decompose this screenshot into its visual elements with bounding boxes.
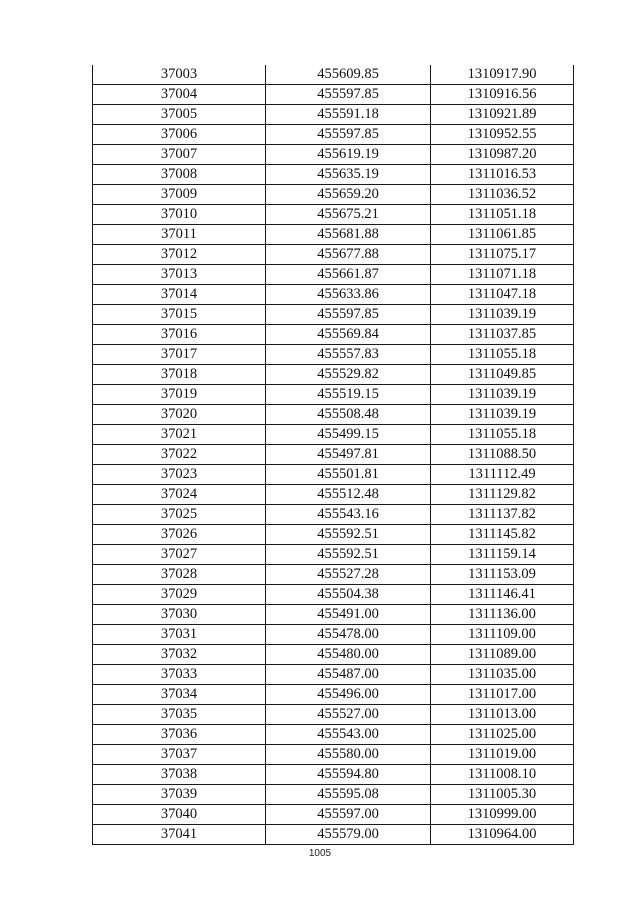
y-coordinate-cell: 1311129.82 xyxy=(431,485,574,505)
y-coordinate-cell: 1311013.00 xyxy=(431,705,574,725)
x-coordinate-cell: 455508.48 xyxy=(266,405,431,425)
point-id-cell: 37035 xyxy=(93,705,266,725)
x-coordinate-cell: 455677.88 xyxy=(266,245,431,265)
table-row xyxy=(93,265,574,285)
y-coordinate-cell: 1311047.18 xyxy=(431,285,574,305)
table-body xyxy=(93,65,574,845)
table-row xyxy=(93,825,574,845)
point-id-cell: 37008 xyxy=(93,165,266,185)
point-id-cell: 37036 xyxy=(93,725,266,745)
x-coordinate-cell: 455499.15 xyxy=(266,425,431,445)
point-id-cell: 37029 xyxy=(93,585,266,605)
point-id-cell: 37032 xyxy=(93,645,266,665)
table-row xyxy=(93,785,574,805)
point-id-cell: 37023 xyxy=(93,465,266,485)
table-row xyxy=(93,245,574,265)
y-coordinate-cell: 1311036.52 xyxy=(431,185,574,205)
x-coordinate-cell: 455635.19 xyxy=(266,165,431,185)
table-row xyxy=(93,145,574,165)
point-id-cell: 37033 xyxy=(93,665,266,685)
point-id-cell: 37003 xyxy=(93,65,266,85)
table-row xyxy=(93,365,574,385)
point-id-cell: 37034 xyxy=(93,685,266,705)
y-coordinate-cell: 1311055.18 xyxy=(431,425,574,445)
point-id-cell: 37014 xyxy=(93,285,266,305)
table-row xyxy=(93,605,574,625)
point-id-cell: 37037 xyxy=(93,745,266,765)
table-row xyxy=(93,85,574,105)
x-coordinate-cell: 455478.00 xyxy=(266,625,431,645)
table-row xyxy=(93,745,574,765)
table-row xyxy=(93,485,574,505)
table-row xyxy=(93,165,574,185)
y-coordinate-cell: 1310952.55 xyxy=(431,125,574,145)
point-id-cell: 37024 xyxy=(93,485,266,505)
y-coordinate-cell: 1311071.18 xyxy=(431,265,574,285)
x-coordinate-cell: 455597.85 xyxy=(266,125,431,145)
y-coordinate-cell: 1311049.85 xyxy=(431,365,574,385)
y-coordinate-cell: 1311137.82 xyxy=(431,505,574,525)
point-id-cell: 37012 xyxy=(93,245,266,265)
x-coordinate-cell: 455580.00 xyxy=(266,745,431,765)
point-id-cell: 37031 xyxy=(93,625,266,645)
y-coordinate-cell: 1311039.19 xyxy=(431,405,574,425)
y-coordinate-cell: 1311008.10 xyxy=(431,765,574,785)
point-id-cell: 37022 xyxy=(93,445,266,465)
x-coordinate-cell: 455569.84 xyxy=(266,325,431,345)
x-coordinate-cell: 455557.83 xyxy=(266,345,431,365)
x-coordinate-cell: 455597.00 xyxy=(266,805,431,825)
point-id-cell: 37007 xyxy=(93,145,266,165)
table-row xyxy=(93,345,574,365)
y-coordinate-cell: 1311159.14 xyxy=(431,545,574,565)
x-coordinate-cell: 455527.00 xyxy=(266,705,431,725)
y-coordinate-cell: 1310964.00 xyxy=(431,825,574,845)
y-coordinate-cell: 1311136.00 xyxy=(431,605,574,625)
x-coordinate-cell: 455512.48 xyxy=(266,485,431,505)
x-coordinate-cell: 455579.00 xyxy=(266,825,431,845)
table-row xyxy=(93,105,574,125)
y-coordinate-cell: 1311017.00 xyxy=(431,685,574,705)
x-coordinate-cell: 455597.85 xyxy=(266,305,431,325)
y-coordinate-cell: 1311089.00 xyxy=(431,645,574,665)
x-coordinate-cell: 455661.87 xyxy=(266,265,431,285)
y-coordinate-cell: 1311037.85 xyxy=(431,325,574,345)
table-row xyxy=(93,565,574,585)
y-coordinate-cell: 1311112.49 xyxy=(431,465,574,485)
table-row xyxy=(93,225,574,245)
x-coordinate-cell: 455504.38 xyxy=(266,585,431,605)
y-coordinate-cell: 1311035.00 xyxy=(431,665,574,685)
x-coordinate-cell: 455597.85 xyxy=(266,85,431,105)
table-row xyxy=(93,405,574,425)
point-id-cell: 37030 xyxy=(93,605,266,625)
x-coordinate-cell: 455681.88 xyxy=(266,225,431,245)
point-id-cell: 37004 xyxy=(93,85,266,105)
y-coordinate-cell: 1311039.19 xyxy=(431,305,574,325)
point-id-cell: 37018 xyxy=(93,365,266,385)
y-coordinate-cell: 1310916.56 xyxy=(431,85,574,105)
point-id-cell: 37017 xyxy=(93,345,266,365)
point-id-cell: 37026 xyxy=(93,525,266,545)
x-coordinate-cell: 455543.00 xyxy=(266,725,431,745)
table-row xyxy=(93,765,574,785)
y-coordinate-cell: 1311055.18 xyxy=(431,345,574,365)
table-row xyxy=(93,805,574,825)
x-coordinate-cell: 455659.20 xyxy=(266,185,431,205)
y-coordinate-cell: 1310917.90 xyxy=(431,65,574,85)
x-coordinate-cell: 455591.18 xyxy=(266,105,431,125)
point-id-cell: 37020 xyxy=(93,405,266,425)
table-row xyxy=(93,125,574,145)
x-coordinate-cell: 455487.00 xyxy=(266,665,431,685)
y-coordinate-cell: 1311016.53 xyxy=(431,165,574,185)
table-row xyxy=(93,185,574,205)
table-row xyxy=(93,525,574,545)
page-number: 1005 xyxy=(308,848,332,859)
y-coordinate-cell: 1311088.50 xyxy=(431,445,574,465)
y-coordinate-cell: 1311019.00 xyxy=(431,745,574,765)
table-row xyxy=(93,705,574,725)
x-coordinate-cell: 455633.86 xyxy=(266,285,431,305)
y-coordinate-cell: 1310987.20 xyxy=(431,145,574,165)
point-id-cell: 37011 xyxy=(93,225,266,245)
point-id-cell: 37040 xyxy=(93,805,266,825)
y-coordinate-cell: 1311025.00 xyxy=(431,725,574,745)
point-id-cell: 37027 xyxy=(93,545,266,565)
x-coordinate-cell: 455497.81 xyxy=(266,445,431,465)
table-row xyxy=(93,505,574,525)
y-coordinate-cell: 1311039.19 xyxy=(431,385,574,405)
y-coordinate-cell: 1311005.30 xyxy=(431,785,574,805)
table-row xyxy=(93,645,574,665)
point-id-cell: 37005 xyxy=(93,105,266,125)
point-id-cell: 37025 xyxy=(93,505,266,525)
point-id-cell: 37009 xyxy=(93,185,266,205)
table-row xyxy=(93,285,574,305)
y-coordinate-cell: 1311145.82 xyxy=(431,525,574,545)
x-coordinate-cell: 455595.08 xyxy=(266,785,431,805)
x-coordinate-cell: 455592.51 xyxy=(266,545,431,565)
point-id-cell: 37041 xyxy=(93,825,266,845)
point-id-cell: 37019 xyxy=(93,385,266,405)
y-coordinate-cell: 1310999.00 xyxy=(431,805,574,825)
x-coordinate-cell: 455519.15 xyxy=(266,385,431,405)
table-row xyxy=(93,445,574,465)
point-id-cell: 37038 xyxy=(93,765,266,785)
table-row xyxy=(93,625,574,645)
x-coordinate-cell: 455609.85 xyxy=(266,65,431,85)
point-id-cell: 37021 xyxy=(93,425,266,445)
point-id-cell: 37013 xyxy=(93,265,266,285)
x-coordinate-cell: 455491.00 xyxy=(266,605,431,625)
table-row xyxy=(93,665,574,685)
point-id-cell: 37028 xyxy=(93,565,266,585)
table-row xyxy=(93,585,574,605)
table-row xyxy=(93,725,574,745)
table-row xyxy=(93,545,574,565)
table-row xyxy=(93,465,574,485)
y-coordinate-cell: 1311075.17 xyxy=(431,245,574,265)
table-row xyxy=(93,425,574,445)
coordinates-table xyxy=(92,65,574,845)
table-row xyxy=(93,305,574,325)
point-id-cell: 37006 xyxy=(93,125,266,145)
y-coordinate-cell: 1311153.09 xyxy=(431,565,574,585)
y-coordinate-cell: 1311146.41 xyxy=(431,585,574,605)
x-coordinate-cell: 455543.16 xyxy=(266,505,431,525)
table-row xyxy=(93,205,574,225)
y-coordinate-cell: 1310921.89 xyxy=(431,105,574,125)
y-coordinate-cell: 1311109.00 xyxy=(431,625,574,645)
x-coordinate-cell: 455496.00 xyxy=(266,685,431,705)
x-coordinate-cell: 455594.80 xyxy=(266,765,431,785)
x-coordinate-cell: 455480.00 xyxy=(266,645,431,665)
table-row xyxy=(93,385,574,405)
table-row xyxy=(93,325,574,345)
y-coordinate-cell: 1311051.18 xyxy=(431,205,574,225)
x-coordinate-cell: 455529.82 xyxy=(266,365,431,385)
point-id-cell: 37039 xyxy=(93,785,266,805)
y-coordinate-cell: 1311061.85 xyxy=(431,225,574,245)
x-coordinate-cell: 455592.51 xyxy=(266,525,431,545)
table-row xyxy=(93,685,574,705)
table-row xyxy=(93,65,574,85)
x-coordinate-cell: 455501.81 xyxy=(266,465,431,485)
point-id-cell: 37015 xyxy=(93,305,266,325)
point-id-cell: 37010 xyxy=(93,205,266,225)
x-coordinate-cell: 455619.19 xyxy=(266,145,431,165)
x-coordinate-cell: 455527.28 xyxy=(266,565,431,585)
x-coordinate-cell: 455675.21 xyxy=(266,205,431,225)
point-id-cell: 37016 xyxy=(93,325,266,345)
